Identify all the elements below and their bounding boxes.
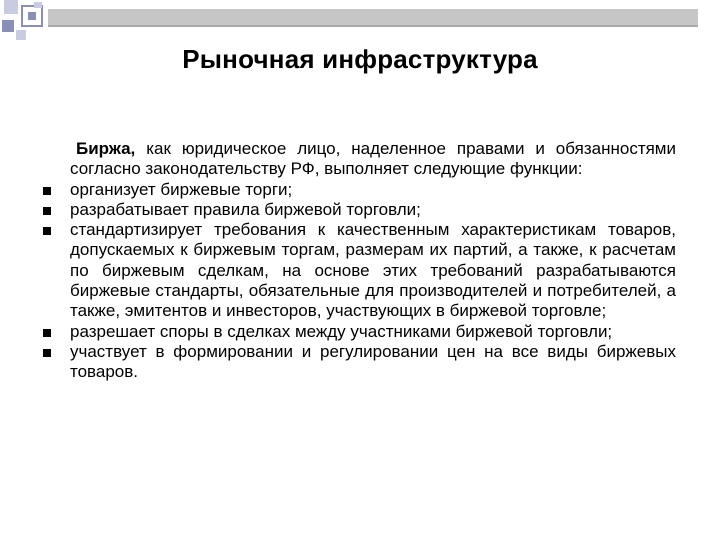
function-list [32, 180, 676, 383]
deco-bar [48, 9, 698, 27]
list-item-text: разрешает споры в сделках между участниками биржевой торговли; [70, 321, 613, 341]
square-bullet-icon [43, 187, 51, 195]
square-bullet-icon [43, 227, 51, 235]
deco-square-3 [28, 12, 36, 20]
list-item [32, 342, 676, 383]
square-bullet-icon [43, 207, 51, 215]
list-item [32, 220, 676, 321]
intro-text: как юридическое лицо, наделенное правами и обязанностями согласно законодательству РФ, выполняет следующие функции: [70, 139, 676, 179]
deco-square-5 [16, 30, 26, 40]
slide-title: Рыночная инфраструктура [182, 44, 538, 74]
deco-bar-shadow [48, 25, 698, 27]
deco-square-1 [4, 0, 18, 14]
list-item-text: разрабатывает правила биржевой торговли; [70, 199, 421, 219]
list-item-text: стандартизирует требования к качественным характеристикам товаров, допускаемых к биржевым торгам, размерам их партий, а также, к расчетам по биржевым сделкам, на основе этих требований разрабатываются биржевые стандарты, обязательные для производителей и потребителей, а также, эмитентов и инвесторов, участвующих в биржевой торговле; [70, 220, 676, 321]
deco-square-4 [2, 20, 14, 32]
list-item-text: организует биржевые торги; [70, 179, 293, 199]
list-item [32, 322, 676, 342]
deco-square-6 [34, 2, 42, 8]
list-item [32, 180, 676, 200]
slide-body [32, 139, 676, 383]
list-item-text: участвует в формировании и регулировании цен на все виды биржевых товаров. [70, 341, 676, 382]
list-item [32, 200, 676, 220]
square-bullet-icon [43, 329, 51, 337]
intro-term: Биржа, [76, 139, 136, 158]
square-bullet-icon [43, 349, 51, 357]
intro-paragraph [32, 139, 676, 180]
